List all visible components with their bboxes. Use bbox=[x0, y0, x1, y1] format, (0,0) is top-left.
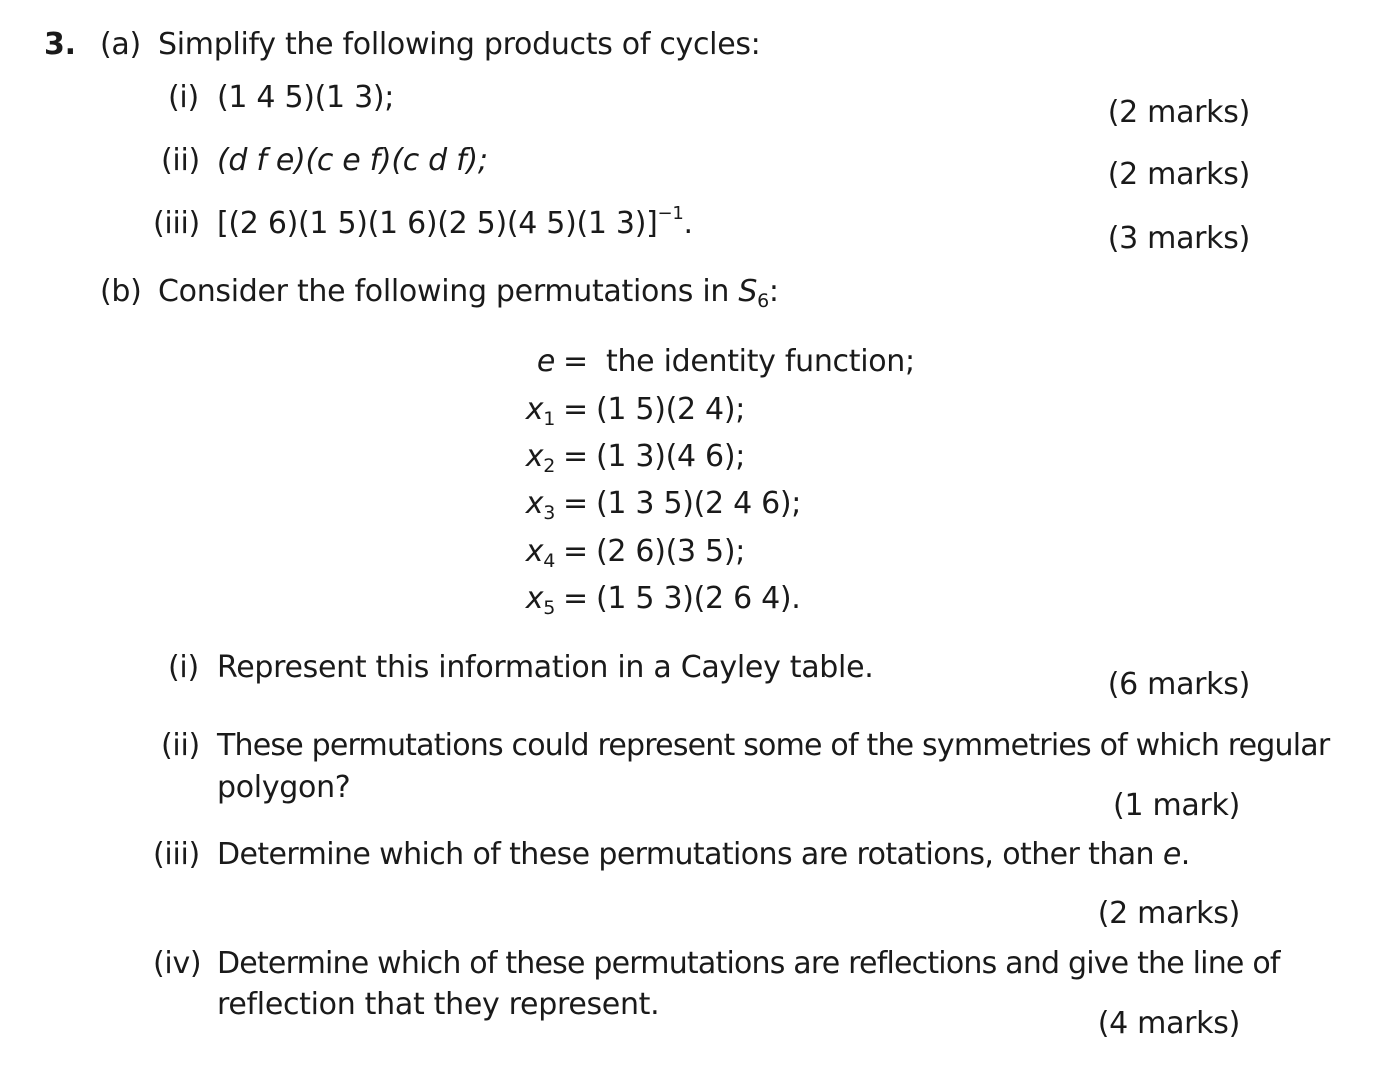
part-b-item-iii-period: . bbox=[1180, 837, 1190, 872]
equation-equals: = bbox=[563, 344, 588, 379]
equation-equals: = bbox=[563, 534, 588, 569]
part-a-item-iii-expression bbox=[217, 203, 693, 241]
part-b-item-iii-marks: (2 marks) bbox=[1097, 896, 1240, 931]
question-number: 3. bbox=[44, 27, 76, 62]
part-a-item-i-marks: (2 marks) bbox=[1107, 95, 1250, 130]
part-a-item-ii-marks: (2 marks) bbox=[1107, 157, 1250, 192]
part-a-item-i-label: (i) bbox=[168, 80, 199, 115]
part-b-item-iii-text bbox=[217, 837, 1190, 872]
part-b-stem-colon: : bbox=[768, 274, 779, 309]
part-b-stem-text: Consider the following permutations in bbox=[158, 274, 739, 309]
equation-rhs-x2: (1 3)(4 6); bbox=[596, 439, 746, 474]
part-b-item-iv-label: (iv) bbox=[153, 946, 202, 981]
equation-rhs-x1: (1 5)(2 4); bbox=[596, 392, 746, 427]
part-a-item-ii-label: (ii) bbox=[161, 143, 200, 178]
part-a-item-iii-label: (iii) bbox=[153, 206, 200, 241]
equation-equals: = bbox=[563, 392, 588, 427]
equation-rhs-x3: (1 3 5)(2 4 6); bbox=[596, 486, 802, 521]
part-a-item-iii-text: [(2 6)(1 5)(1 6)(2 5)(4 5)(1 3)] bbox=[217, 206, 658, 241]
part-a-item-ii-text: (d f e)(c e f)(c d f); bbox=[217, 143, 488, 178]
part-b-stem-group-subscript: 6 bbox=[757, 290, 769, 312]
equation-lhs-x2: $x_2$ bbox=[525, 439, 555, 477]
part-b-item-i-marks: (6 marks) bbox=[1107, 667, 1250, 702]
equation-rhs-x4: (2 6)(3 5); bbox=[596, 534, 746, 569]
part-b-item-iii-identity-symbol: e bbox=[1162, 837, 1181, 872]
equation-equals: = bbox=[563, 486, 588, 521]
equation-rhs-e: the identity function; bbox=[606, 344, 915, 379]
part-b-item-ii-marks: (1 mark) bbox=[1113, 788, 1240, 823]
part-b-item-ii-label: (ii) bbox=[161, 728, 200, 763]
equation-lhs-x3: $x_3$ bbox=[525, 486, 555, 524]
part-b-item-i-text: Represent this information in a Cayley table. bbox=[217, 650, 874, 685]
equation-lhs-x5: $x_5$ bbox=[525, 581, 555, 619]
equation-equals: = bbox=[563, 581, 588, 616]
part-b-item-iv-line1: Determine which of these permutations are reflections and give the line of bbox=[217, 946, 1280, 981]
part-b-item-iv-marks: (4 marks) bbox=[1097, 1006, 1240, 1041]
part-b-item-iv-line2: reflection that they represent. bbox=[217, 987, 660, 1022]
part-b-label: (b) bbox=[100, 274, 142, 309]
equation-lhs-x1: $x_1$ bbox=[525, 392, 555, 430]
part-b-item-ii-line2: polygon? bbox=[217, 770, 351, 805]
part-a-item-iii-period: . bbox=[683, 206, 693, 241]
part-b-item-ii-line1: These permutations could represent some of the symmetries of which regular bbox=[217, 728, 1330, 763]
part-a-label: (a) bbox=[100, 27, 141, 62]
equation-lhs-e: e bbox=[536, 344, 555, 379]
equation-lhs-x4: $x_4$ bbox=[525, 534, 555, 572]
part-b-stem-group-symbol: S bbox=[738, 274, 758, 309]
part-a-stem: Simplify the following products of cycles: bbox=[158, 27, 761, 62]
part-b-item-iii-label: (iii) bbox=[153, 837, 200, 872]
equation-rhs-x5: (1 5 3)(2 6 4). bbox=[596, 581, 801, 616]
part-a-item-iii-exponent: −1 bbox=[657, 203, 684, 224]
part-a-item-i-text: (1 4 5)(1 3); bbox=[217, 80, 395, 115]
part-a-item-iii-marks: (3 marks) bbox=[1107, 221, 1250, 256]
equation-equals: = bbox=[563, 439, 588, 474]
part-b-item-i-label: (i) bbox=[168, 650, 199, 685]
part-b-stem bbox=[158, 274, 779, 312]
part-b-item-iii-text-main: Determine which of these permutations are rotations, other than bbox=[217, 837, 1163, 872]
